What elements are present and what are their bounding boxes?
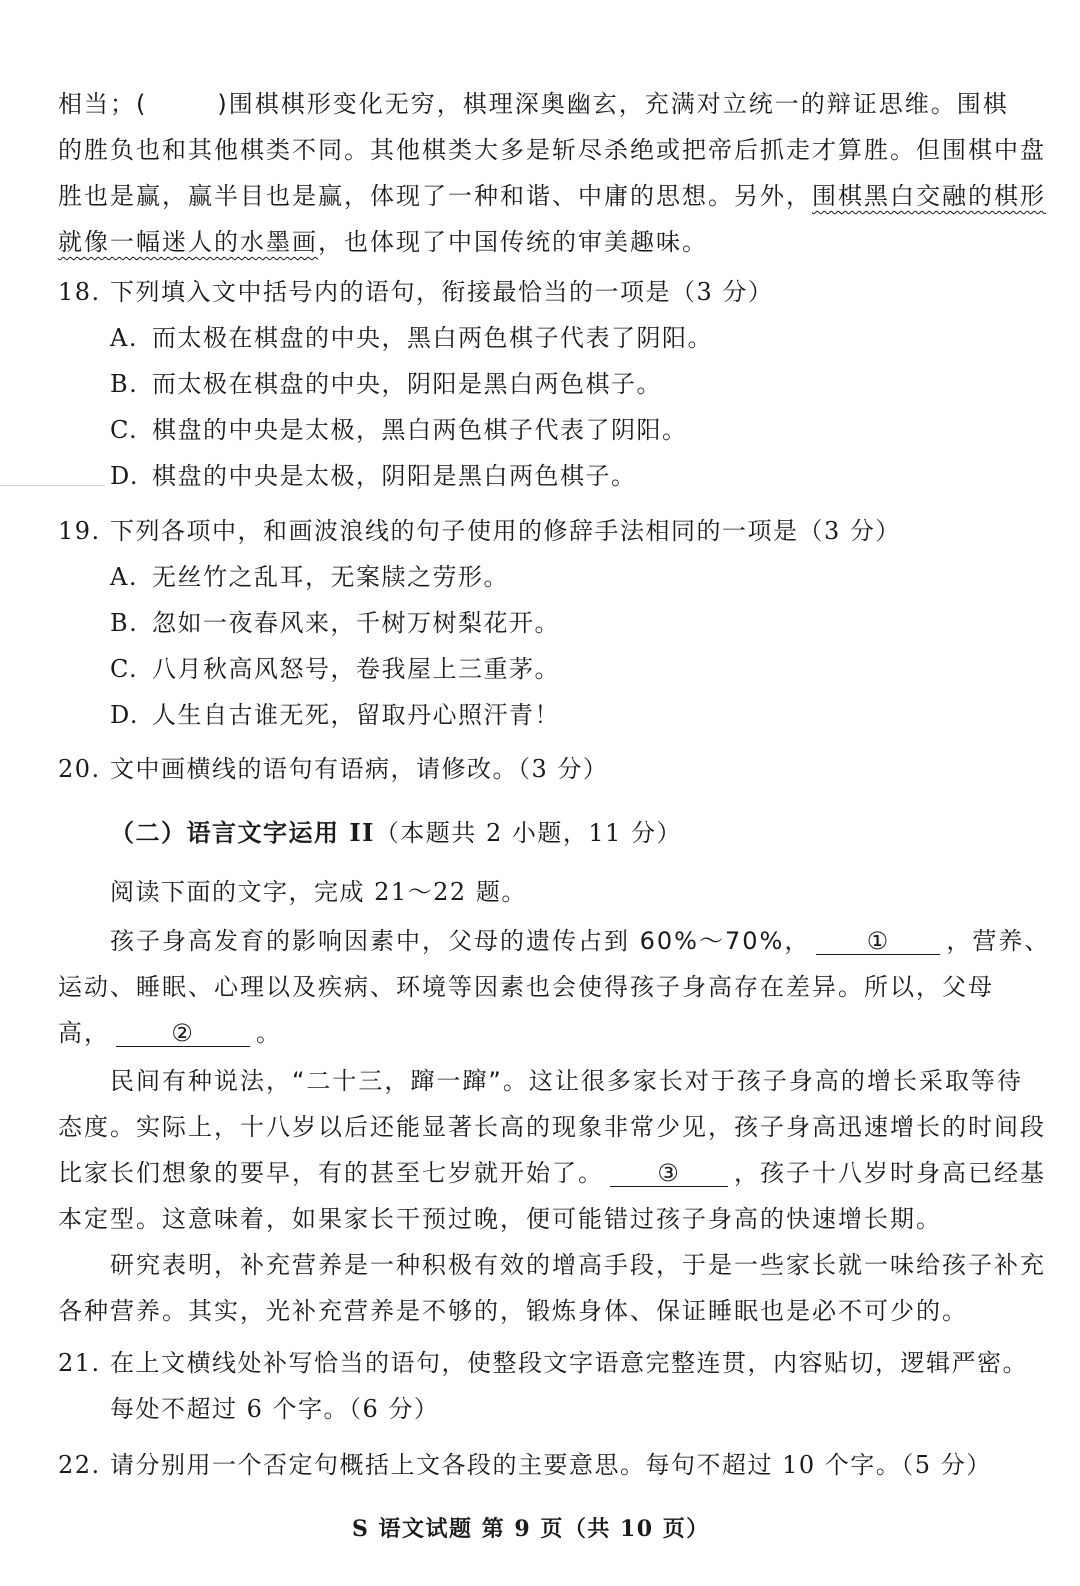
passage-text: 胜也是赢，赢半目也是赢，体现了一种和谐、中庸的思想。另外， <box>58 182 812 210</box>
passage2-line-6 <box>58 1156 1046 1190</box>
question-number: 20. <box>58 755 101 783</box>
option-letter: D. <box>110 462 140 490</box>
question-20 <box>58 752 608 786</box>
passage2-line-9 <box>58 1294 968 1328</box>
section-heading <box>110 816 682 850</box>
passage-text: 相当；( <box>58 90 148 118</box>
q18-option-d <box>110 459 637 493</box>
passage-text: 的胜负也和其他棋类不同。其他棋类大多是斩尽杀绝或把帝后抓走才算胜。但围棋中盘 <box>58 136 1046 164</box>
passage-line-2 <box>58 133 1046 167</box>
q18-option-a <box>110 321 713 355</box>
passage-text: 孩子身高发育的影响因素中，父母的遗传占到 60%～70%， <box>110 927 811 955</box>
passage-line-4 <box>58 225 708 259</box>
question-stem: 下列各项中，和画波浪线的句子使用的修辞手法相同的一项是（3 分） <box>110 517 901 545</box>
passage2-line-4 <box>110 1064 1023 1098</box>
passage-text: 民间有种说法，“二十三，蹿一蹿”。这让很多家长对于孩子身高的增长采取等待 <box>110 1067 1023 1095</box>
passage-line-1 <box>58 87 1009 121</box>
q19-option-d <box>110 698 560 732</box>
option-text: 八月秋高风怒号，卷我屋上三重茅。 <box>152 655 560 683</box>
q19-option-c <box>110 652 560 686</box>
question-21 <box>58 1346 1028 1380</box>
passage-text: ，孩子十八岁时身高已经基 <box>734 1159 1046 1187</box>
option-text: 而太极在棋盘的中央，黑白两色棋子代表了阴阳。 <box>152 324 713 352</box>
question-18 <box>58 275 773 309</box>
q19-option-a <box>110 560 509 594</box>
question-number: 21. <box>58 1349 101 1377</box>
passage-text: 比家长们想象的要早，有的甚至七岁就开始了。 <box>58 1159 604 1187</box>
answer-blank-3[interactable]: ③ <box>610 1160 728 1187</box>
option-letter: A. <box>110 324 138 352</box>
passage2-line-2 <box>58 970 994 1004</box>
passage2-line-5 <box>58 1110 1046 1144</box>
passage-text: )围棋棋形变化无穷，棋理深奥幽玄，充满对立统一的辩证思维。围棋 <box>217 90 1009 118</box>
section-instruction: 阅读下面的文字，完成 21～22 题。 <box>110 878 527 906</box>
passage-text: 各种营养。其实，光补充营养是不够的，锻炼身体、保证睡眠也是必不可少的。 <box>58 1297 968 1325</box>
answer-blank-1[interactable]: ① <box>816 928 940 955</box>
passage-line-3 <box>58 179 1046 213</box>
faint-scan-line <box>0 485 105 486</box>
question-stem: 在上文横线处补写恰当的语句，使整段文字语意完整连贯，内容贴切，逻辑严密。 <box>110 1349 1028 1377</box>
option-letter: C. <box>110 655 139 683</box>
page-footer <box>352 1512 710 1546</box>
section-title: （二）语言文字运用 II <box>110 818 375 847</box>
option-text: 棋盘的中央是太极，阴阳是黑白两色棋子。 <box>152 462 637 490</box>
option-text: 忽如一夜春风来，千树万树梨花开。 <box>152 609 560 637</box>
passage2-line-3 <box>58 1016 282 1050</box>
passage-text: 本定型。这意味着，如果家长干预过晚，便可能错过孩子身高的快速增长期。 <box>58 1205 942 1233</box>
option-text: 无丝竹之乱耳，无案牍之劳形。 <box>152 563 509 591</box>
section-note: （本题共 2 小题，11 分） <box>374 819 683 847</box>
passage2-line-8 <box>110 1248 1046 1282</box>
question-stem: 文中画横线的语句有语病，请修改。（3 分） <box>110 755 609 783</box>
wavy-underlined-sentence: 就像一幅迷人的水墨画 <box>58 228 318 256</box>
option-letter: D. <box>110 701 140 729</box>
passage2-line-1 <box>110 924 1050 958</box>
option-text: 棋盘的中央是太极，黑白两色棋子代表了阴阳。 <box>152 416 688 444</box>
option-letter: B. <box>110 370 139 398</box>
passage-text: 运动、睡眠、心理以及疾病、环境等因素也会使得孩子身高存在差异。所以，父母 <box>58 973 994 1001</box>
question-number: 19. <box>58 517 101 545</box>
question-21-continued <box>110 1392 439 1426</box>
q18-option-c <box>110 413 688 447</box>
passage-text: ，也体现了中国传统的审美趣味。 <box>318 228 708 256</box>
page-number-label: S 语文试题 第 9 页（共 10 页） <box>352 1516 710 1542</box>
passage2-line-7 <box>58 1202 942 1236</box>
passage-text: ，营养、 <box>946 927 1051 955</box>
section-intro <box>110 875 527 909</box>
question-stem: 每处不超过 6 个字。（6 分） <box>110 1395 440 1423</box>
passage-text: 高， <box>58 1019 110 1047</box>
question-number: 18. <box>58 278 101 306</box>
option-letter: C. <box>110 416 139 444</box>
option-text: 而太极在棋盘的中央，阴阳是黑白两色棋子。 <box>152 370 662 398</box>
passage-text: 研究表明，补充营养是一种积极有效的增高手段，于是一些家长就一味给孩子补充 <box>110 1251 1046 1279</box>
q18-option-b <box>110 367 662 401</box>
question-number: 22. <box>58 1451 101 1479</box>
question-stem: 下列填入文中括号内的语句，衔接最恰当的一项是（3 分） <box>110 278 774 306</box>
option-letter: B. <box>110 609 139 637</box>
wavy-underlined-sentence: 围棋黑白交融的棋形 <box>812 182 1046 210</box>
passage-text: 态度。实际上，十八岁以后还能显著长高的现象非常少见，孩子身高迅速增长的时间段 <box>58 1113 1046 1141</box>
question-stem: 请分别用一个否定句概括上文各段的主要意思。每句不超过 10 个字。（5 分） <box>110 1451 992 1479</box>
option-letter: A. <box>110 563 138 591</box>
answer-blank-2[interactable]: ② <box>116 1020 250 1047</box>
passage-text: 。 <box>256 1019 282 1047</box>
question-19 <box>58 514 901 548</box>
q19-option-b <box>110 606 560 640</box>
question-22 <box>58 1448 992 1482</box>
option-text: 人生自古谁无死，留取丹心照汗青！ <box>152 701 560 729</box>
